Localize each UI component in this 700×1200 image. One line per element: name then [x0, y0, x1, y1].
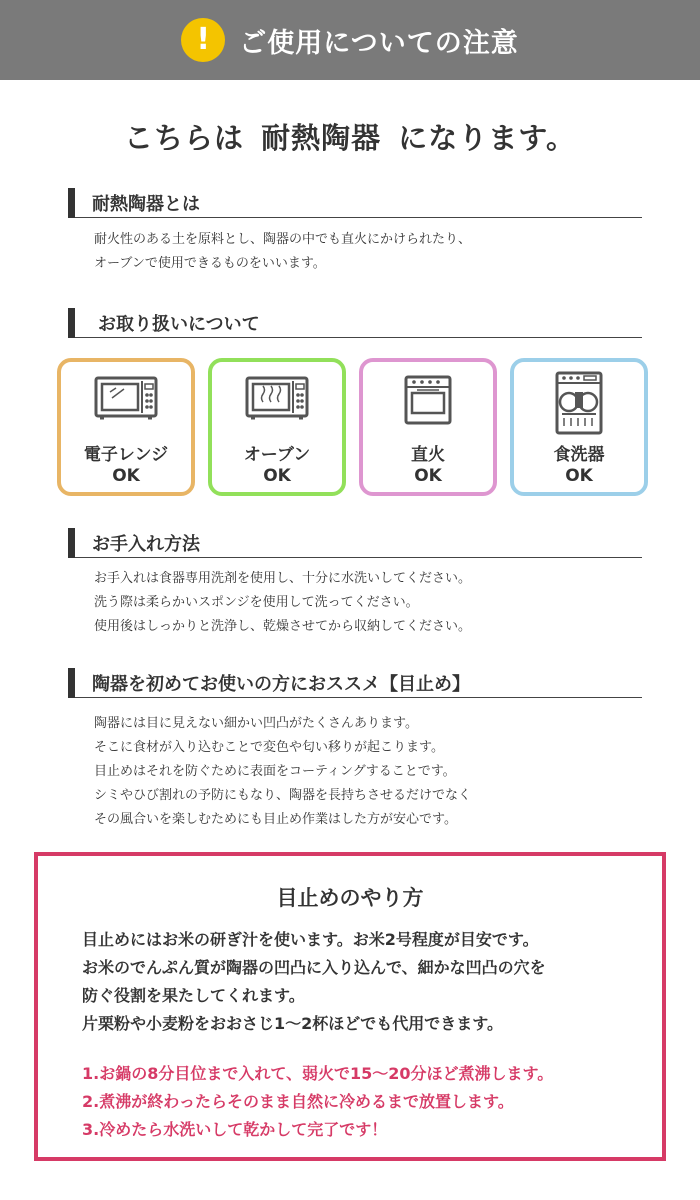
usage-card-direct-fire — [359, 358, 497, 496]
box-line: 片栗粉や小麦粉をおおさじ1～2杯ほどでも代用できます。 — [82, 1014, 503, 1033]
heading-bar — [68, 668, 75, 698]
headline-after: になります。 — [398, 121, 576, 155]
box-steps — [82, 1060, 553, 1144]
box-title: 目止めのやり方 — [276, 886, 424, 910]
usage-card-dishwasher — [510, 358, 648, 496]
microwave-icon — [61, 376, 191, 422]
heading-bar — [68, 188, 75, 218]
text-line: お手入れは食器専用洗剤を使用し、十分に水洗いしてください。 — [94, 571, 472, 586]
card-ok: OK — [263, 466, 291, 486]
text-line: 耐火性のある土を原料とし、陶器の中でも直火にかけられたり、 — [94, 232, 472, 247]
stove-icon — [363, 374, 493, 426]
box-line: お米のでんぷん質が陶器の凹凸に入り込んで、細かな凹凸の穴を — [82, 958, 546, 977]
headline-highlight — [255, 116, 387, 157]
usage-card-oven — [208, 358, 346, 496]
step-item: 2.煮沸が終わったらそのまま自然に冷めるまで放置します。 — [82, 1092, 514, 1111]
usage-card-microwave — [57, 358, 195, 496]
card-ok: OK — [414, 466, 442, 486]
section-text-heat-resistant — [94, 228, 471, 276]
card-name: オーブン — [243, 445, 311, 465]
section-title: 耐熱陶器とは — [92, 194, 200, 215]
text-line: シミやひび割れの予防にもなり、陶器を長持ちさせるだけでなく — [94, 788, 472, 803]
box-line: 防ぐ役割を果たしてくれます。 — [82, 986, 305, 1005]
card-ok: OK — [112, 466, 140, 486]
banner-content — [181, 18, 518, 62]
section-heading-heat-resistant — [68, 188, 642, 218]
oven-icon — [212, 376, 342, 422]
card-name: 電子レンジ — [83, 445, 169, 465]
text-line: オーブンで使用できるものをいいます。 — [94, 256, 326, 271]
card-ok: OK — [565, 466, 593, 486]
text-line: 陶器には目に見えない細かい凹凸がたくさんあります。 — [94, 716, 418, 731]
step-item: 3.冷めたら水洗いして乾かして完了です！ — [82, 1120, 388, 1139]
heading-bar — [68, 308, 75, 338]
section-text-care — [94, 567, 471, 639]
card-name: 直火 — [411, 445, 445, 465]
card-name: 食洗器 — [553, 445, 605, 465]
banner-title: ご使用についての注意 — [239, 27, 519, 59]
box-body — [82, 926, 546, 1038]
section-title: お取り扱いについて — [98, 314, 260, 335]
headline — [0, 116, 700, 157]
headline-before: こちらは — [124, 121, 245, 155]
step-item: 1.お鍋の8分目位まで入れて、弱火で15～20分ほど煮沸します。 — [82, 1064, 554, 1083]
heading-bar — [68, 528, 75, 558]
section-text-sealing — [94, 712, 471, 832]
text-line: その風合いを楽しむためにも目止め作業はした方が安心です。 — [94, 812, 457, 827]
headline-highlight-text: 耐熱陶器 — [261, 121, 382, 155]
section-heading-handling — [68, 308, 642, 338]
text-line: 使用後はしっかりと洗浄し、乾燥させてから収納してください。 — [94, 619, 472, 634]
text-line: 洗う際は柔らかいスポンジを使用して洗ってください。 — [94, 595, 419, 610]
notice-banner — [0, 0, 700, 80]
sealing-method-box — [34, 852, 666, 1161]
section-heading-sealing — [68, 668, 642, 698]
section-heading-care — [68, 528, 642, 558]
dishwasher-icon — [514, 370, 644, 436]
box-line: 目止めにはお米の研ぎ汁を使います。お米2号程度が目安です。 — [82, 930, 539, 949]
exclamation-icon: ! — [181, 18, 225, 62]
section-title: 陶器を初めてお使いの方におススメ【目止め】 — [92, 674, 470, 695]
text-line: そこに食材が入り込むことで変色や匂い移りが起こります。 — [94, 740, 444, 755]
text-line: 目止めはそれを防ぐために表面をコーティングすることです。 — [94, 764, 456, 779]
section-title: お手入れ方法 — [92, 534, 200, 555]
